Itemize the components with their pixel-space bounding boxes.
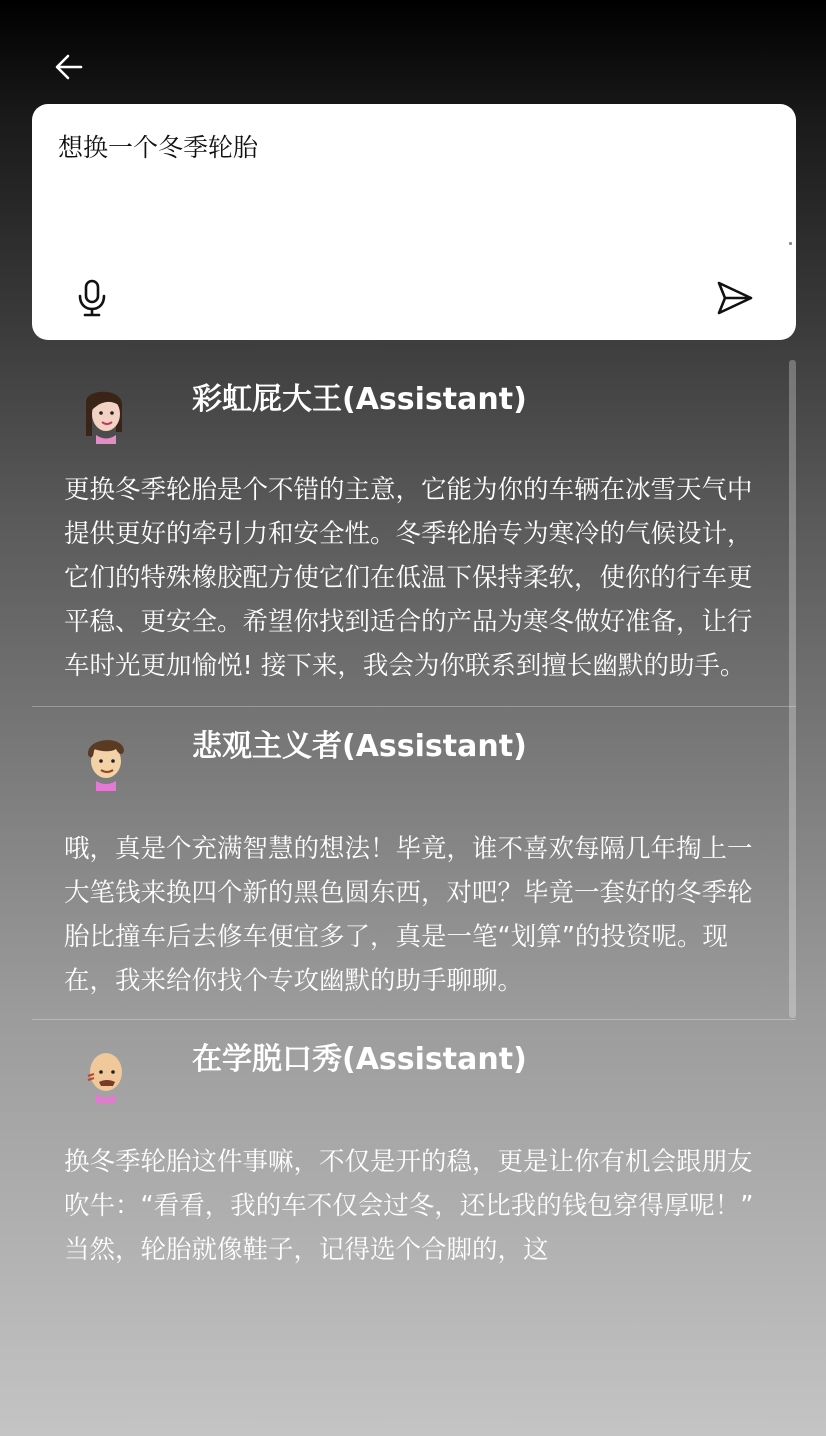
microphone-icon <box>77 279 107 317</box>
message-item <box>32 1019 796 1290</box>
back-button[interactable] <box>48 46 90 88</box>
avatar-bald-man-icon <box>72 1040 136 1104</box>
message-composer <box>32 104 796 340</box>
message-author: 在学脱口秀(Assistant) <box>192 1042 527 1077</box>
message-item <box>32 706 796 1019</box>
voice-input-button[interactable] <box>74 276 110 320</box>
resize-grip[interactable] <box>789 242 792 245</box>
message-author: 悲观主义者(Assistant) <box>192 729 527 764</box>
message-header <box>64 1020 764 1140</box>
avatar-boy-icon <box>72 727 136 791</box>
message-text: 更换冬季轮胎是个不错的主意，它能为你的车辆在冰雪天气中提供更好的牵引力和安全性。冬季轮胎专为寒冷的气候设计，它们的特殊橡胶配方使它们在低温下保持柔软，使你的行车更平稳、更安全。希望你找到适合的产品为寒冬做好准备，让行车时光更加愉悦! 接下来，我会为你联系到擅长幽默的助手。 <box>64 475 753 681</box>
send-button[interactable] <box>714 278 756 318</box>
message-header <box>64 707 764 827</box>
message-item <box>32 360 796 706</box>
avatar-girl-icon <box>72 380 136 444</box>
message-input[interactable]: 想换一个冬季轮胎 <box>58 133 259 162</box>
send-icon <box>716 280 754 316</box>
arrow-left-icon <box>53 51 85 83</box>
message-header <box>64 360 764 468</box>
message-text: 哦，真是个充满智慧的想法！毕竟，谁不喜欢每隔几年掏上一大笔钱来换四个新的黑色圆东西，对吧？毕竟一套好的冬季轮胎比撞车后去修车便宜多了，真是一笔“划算”的投资呢。现在，我来给你找个专攻幽默的助手聊聊。 <box>64 834 753 996</box>
message-feed <box>32 360 796 1302</box>
message-author: 彩虹屁大王(Assistant) <box>192 382 527 417</box>
message-text: 换冬季轮胎这件事嘛，不仅是开的稳，更是让你有机会跟朋友吹牛：“看看，我的车不仅会过冬，还比我的钱包穿得厚呢！” 当然，轮胎就像鞋子，记得选个合脚的，这 <box>64 1147 754 1265</box>
